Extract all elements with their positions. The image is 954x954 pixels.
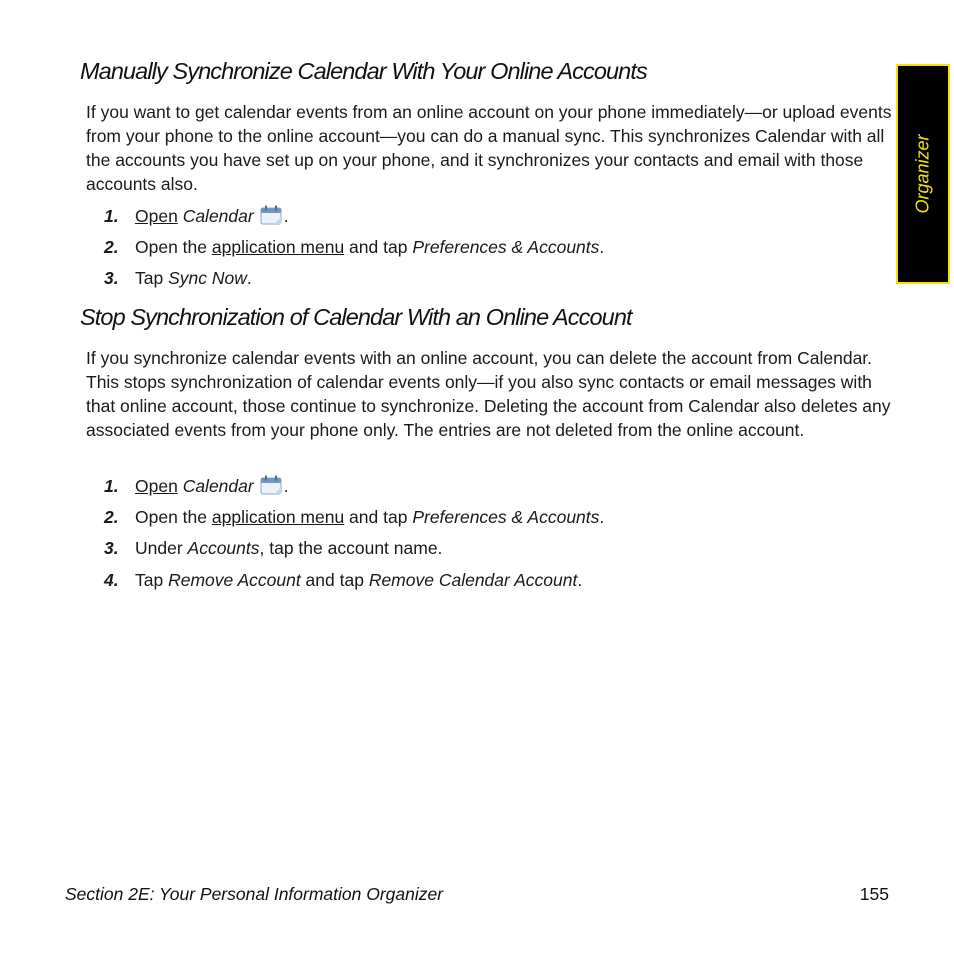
- side-tab: [896, 64, 950, 284]
- page-number: 155: [859, 884, 889, 904]
- app-name: Calendar: [182, 476, 254, 496]
- step-number: 1.: [104, 206, 119, 226]
- side-tab-label: Organizer: [912, 134, 933, 214]
- list-item: 4. Tap Remove Account and tap Remove Calendar Account.: [104, 570, 583, 590]
- list-item: 2. Open the application menu and tap Preferences & Accounts.: [104, 507, 605, 527]
- command-name: Remove Account: [168, 570, 301, 590]
- step-number: 4.: [104, 570, 119, 590]
- list-item: 3. Under Accounts, tap the account name.: [104, 538, 443, 558]
- section-heading-stop-sync: Stop Synchronization of Calendar With an Online Account: [80, 304, 632, 330]
- command-name: Sync Now: [168, 268, 247, 288]
- calendar-icon: [260, 205, 282, 225]
- step-number: 2.: [104, 507, 119, 527]
- application-menu-link[interactable]: application menu: [211, 237, 345, 257]
- list-item: 2. Open the application menu and tap Preferences & Accounts.: [104, 237, 605, 257]
- list-item: 3. Tap Sync Now.: [104, 268, 252, 288]
- calendar-icon: [260, 475, 282, 495]
- command-name: Remove Calendar Account: [368, 570, 578, 590]
- menu-item-name: Preferences & Accounts: [412, 507, 600, 527]
- footer-section-title: Section 2E: Your Personal Information Organizer: [65, 884, 444, 904]
- menu-item-name: Preferences & Accounts: [412, 237, 600, 257]
- open-link[interactable]: Open: [135, 206, 178, 226]
- open-link[interactable]: Open: [135, 476, 178, 496]
- step-number: 2.: [104, 237, 119, 257]
- list-item: 1. Open Calendar .: [104, 206, 289, 226]
- section-paragraph: If you want to get calendar events from an online account on your phone immediately—or upload events from your phone to the online account—you can do a manual sync. This synchronizes Calendar with all the accounts you have set up on your phone, and it synchronizes your contacts and email with those accounts also.: [86, 102, 892, 194]
- section-paragraph: If you synchronize calendar events with an online account, you can delete the account from Calendar. This stops synchronization of calendar events only—if you also sync contacts or email messages with that online account, those continue to synchronize. Deleting the account from Calendar also deletes any associated events from your phone only. The entries are not deleted from the online account.: [86, 348, 891, 440]
- application-menu-link[interactable]: application menu: [211, 507, 345, 527]
- step-number: 3.: [104, 268, 119, 288]
- section-heading-manual-sync: Manually Synchronize Calendar With Your Online Accounts: [80, 58, 647, 84]
- list-item: 1. Open Calendar .: [104, 476, 289, 496]
- ui-label: Accounts: [187, 538, 260, 558]
- step-number: 3.: [104, 538, 119, 558]
- app-name: Calendar: [182, 206, 254, 226]
- step-number: 1.: [104, 476, 119, 496]
